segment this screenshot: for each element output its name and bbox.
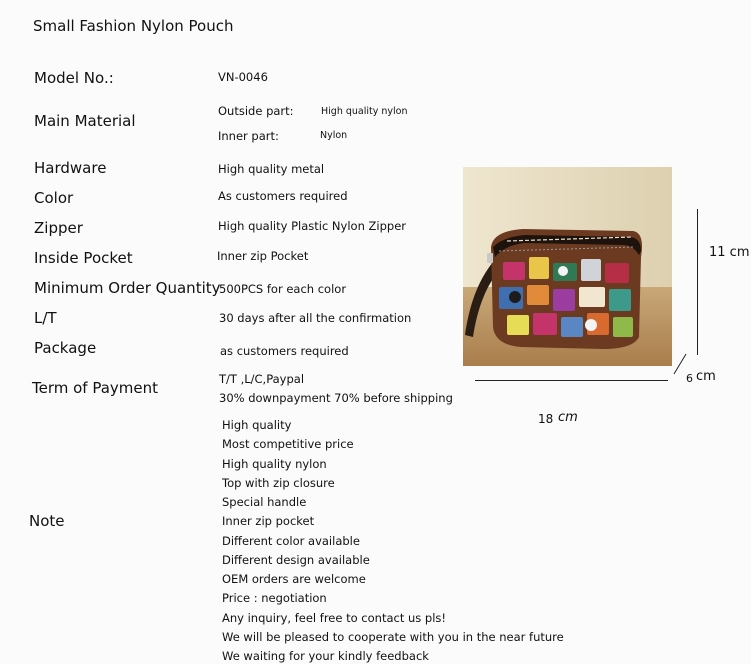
height-dimension-line bbox=[697, 209, 698, 355]
note-line: Most competitive price bbox=[222, 437, 354, 451]
spec-label-inside-pocket: Inside Pocket bbox=[34, 249, 133, 267]
spec-inner-label: Inner part: bbox=[218, 129, 279, 143]
depth-dimension-number: 6 bbox=[686, 372, 693, 385]
spec-value-lt: 30 days after all the confirmation bbox=[219, 311, 412, 325]
note-line: Top with zip closure bbox=[222, 476, 335, 490]
spec-value-payment-2: 30% downpayment 70% before shipping bbox=[219, 391, 453, 405]
spec-outside-value: High quality nylon bbox=[321, 106, 408, 117]
note-line: Different color available bbox=[222, 534, 360, 548]
spec-inner-value: Nylon bbox=[320, 130, 348, 141]
note-line: Price : negotiation bbox=[222, 591, 327, 605]
spec-value-zipper: High quality Plastic Nylon Zipper bbox=[218, 219, 406, 233]
spec-value-moq: 500PCS for each color bbox=[219, 282, 347, 296]
note-line: High quality nylon bbox=[222, 457, 327, 471]
spec-label-color: Color bbox=[34, 189, 74, 207]
note-line: OEM orders are welcome bbox=[222, 572, 366, 586]
note-label: Note bbox=[29, 512, 65, 530]
height-dimension-label: 11 cm bbox=[709, 245, 750, 260]
note-line: Different design available bbox=[222, 553, 370, 567]
spec-value-inside-pocket: Inner zip Pocket bbox=[217, 249, 309, 263]
spec-label-hardware: Hardware bbox=[34, 159, 107, 177]
spec-value-color: As customers required bbox=[218, 189, 348, 203]
width-dimension-unit: cm bbox=[558, 410, 578, 425]
spec-outside-label: Outside part: bbox=[218, 104, 294, 118]
spec-label-lt: L/T bbox=[34, 309, 57, 327]
depth-dimension-unit: cm bbox=[696, 369, 716, 384]
spec-label-model: Model No.: bbox=[34, 69, 114, 87]
spec-value-payment-1: T/T ,L/C,Paypal bbox=[219, 372, 305, 386]
pouch-illustration bbox=[463, 167, 672, 366]
product-photo bbox=[463, 167, 672, 366]
note-line: High quality bbox=[222, 418, 292, 432]
spec-value-hardware: High quality metal bbox=[218, 162, 325, 176]
width-dimension-number: 18 bbox=[538, 412, 554, 426]
spec-label-main-material: Main Material bbox=[34, 112, 136, 130]
spec-label-payment: Term of Payment bbox=[32, 379, 159, 397]
note-line: Inner zip pocket bbox=[222, 514, 315, 528]
spec-label-package: Package bbox=[34, 339, 97, 357]
note-line: We will be pleased to cooperate with you in the near future bbox=[222, 630, 564, 644]
width-dimension-line bbox=[475, 380, 668, 381]
spec-value-package: as customers required bbox=[220, 344, 349, 358]
note-line: We waiting for your kindly feedback bbox=[222, 649, 429, 663]
spec-label-moq: Minimum Order Quantity bbox=[34, 279, 221, 297]
note-line: Any inquiry, feel free to contact us pls! bbox=[222, 611, 447, 625]
spec-value-model: VN-0046 bbox=[218, 70, 268, 84]
page-title: Small Fashion Nylon Pouch bbox=[33, 17, 234, 35]
note-line: Special handle bbox=[222, 495, 307, 509]
spec-label-zipper: Zipper bbox=[34, 219, 83, 237]
